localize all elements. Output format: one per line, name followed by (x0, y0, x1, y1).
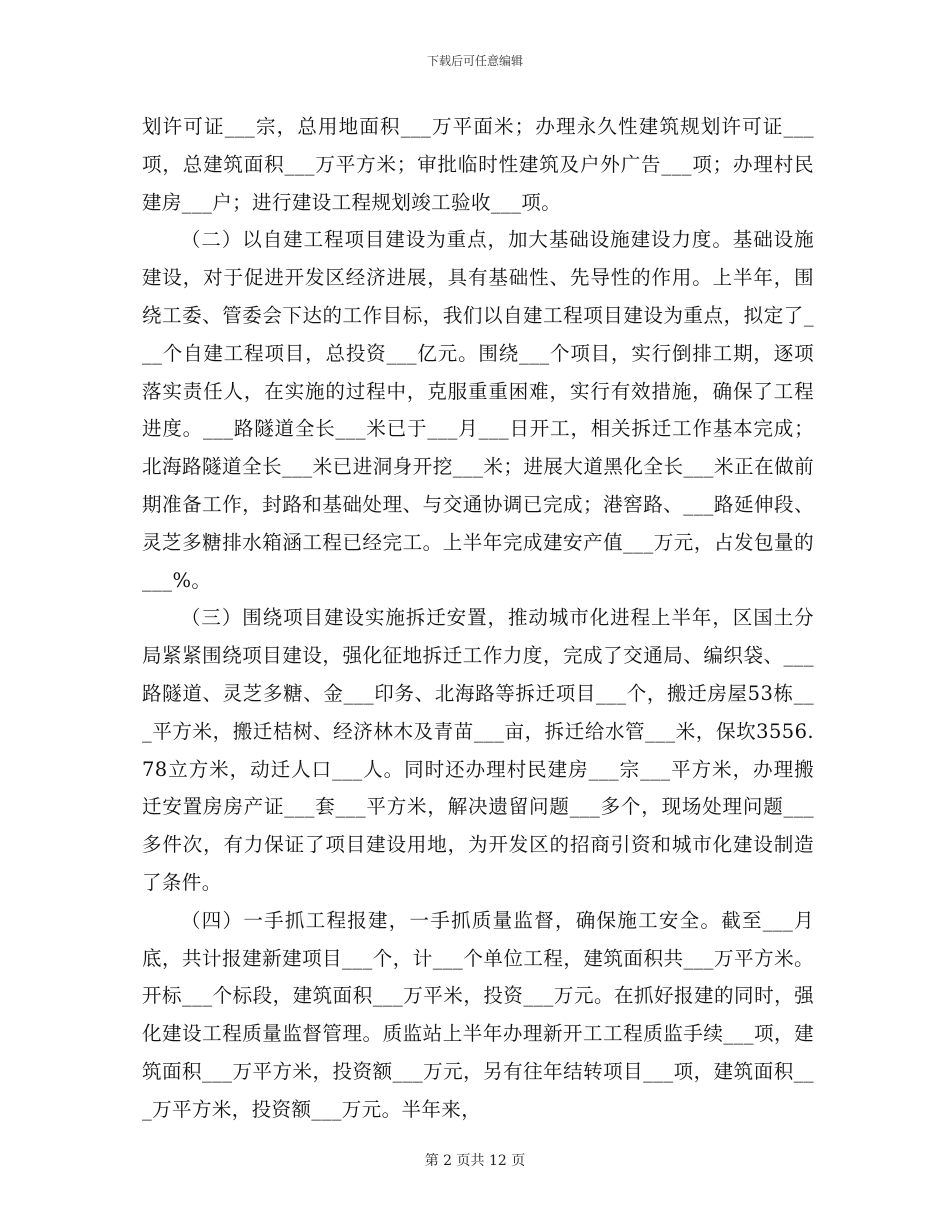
paragraph-quality-supervision: （四）一手抓工程报建，一手抓质量监督，确保施工安全。截至___月底，共计报建新建项目___个，计___个单位工程，建筑面积共___万平方米。开标___个标段，建筑面积___万平米，投资___万元。在抓好报建的同时，强化建设工程质量监督管理。质监站上半年办理新开工工程质监手续___项，建筑面积___万平方米，投资额___万元，另有往年结转项目___项，建筑面积___万平方米，投资额___万元。半年来， (142, 908, 814, 1121)
page-header-note: 下载后可任意编辑 (426, 54, 523, 68)
document-body (142, 108, 814, 1129)
page-number: 第 2 页共 12 页 (424, 1153, 526, 1169)
paragraph-continuation: 划许可证___宗，总用地面积___万平面米；办理永久性建筑规划许可证___项，总建筑面积___万平方米；审批临时性建筑及户外广告___项；办理村民建房___户；进行建设工程规划竣工验收___项。 (142, 115, 814, 214)
paragraph-demolition: （三）围绕项目建设实施拆迁安置，推动城市化进程上半年，区国土分局紧紧围绕项目建设，强化征地拆迁工作力度，完成了交通局、编织袋、___路隧道、灵芝多糖、金___印务、北海路等拆迁项目___个，搬迁房屋53栋___平方米，搬迁桔树、经济林木及青苗___亩，拆迁给水管___米，保坎3556.78立方米，动迁人口___人。同时还办理村民建房___宗___平方米，办理搬迁安置房房产证___套___平方米，解决遗留问题___多个，现场处理问题___多件次，有力保证了项目建设用地，为开发区的招商引资和城市化建设制造了条件。 (142, 606, 814, 894)
paragraph-infrastructure: （二）以自建工程项目建设为重点，加大基础设施建设力度。基础设施建设，对于促进开发区经济进展，具有基础性、先导性的作用。上半年，围绕工委、管委会下达的工作目标，我们以自建工程项目建设为重点，拟定了___个自建工程项目，总投资___亿元。围绕___个项目，实行倒排工期，逐项落实责任人，在实施的过程中，克服重重困难，实行有效措施，确保了工程进度。___路隧道全长___米已于___月___日开工，相关拆迁工作基本完成；北海路隧道全长___米已进洞身开挖___米；进展大道黑化全长___米正在做前期准备工作，封路和基础处理、与交通协调已完成；港窖路、___路延伸段、灵芝多糖排水箱涵工程已经完工。上半年完成建安产值___万元，占发包量的___%。 (142, 228, 814, 592)
